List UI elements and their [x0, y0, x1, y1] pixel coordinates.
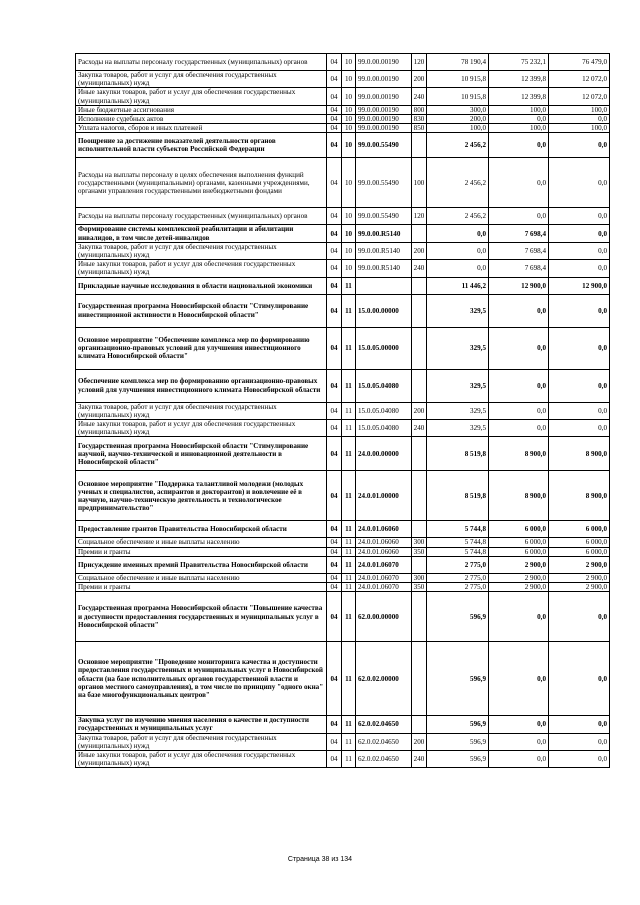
- row-amount-year2: 75 232,1: [489, 54, 549, 71]
- table-row: [76, 573, 610, 582]
- row-amount-year3: 0,0: [549, 133, 610, 158]
- row-amount-year1: 596,9: [427, 592, 489, 642]
- row-expense-type: [412, 521, 427, 538]
- table-row: [76, 242, 610, 259]
- row-amount-year3: 2 900,0: [549, 556, 610, 573]
- table-row: [76, 71, 610, 88]
- row-expense-type: [412, 556, 427, 573]
- table-row: [76, 420, 610, 437]
- row-target-code: 15.0.00.00000: [356, 294, 412, 327]
- row-target-code: 99.0.00.R5140: [356, 260, 412, 277]
- row-expense-type: 240: [412, 420, 427, 437]
- table-row: [76, 54, 610, 71]
- row-amount-year3: 0,0: [549, 208, 610, 225]
- row-name: Закупка товаров, работ и услуг для обеспечения государственных (муниципальных) нужд: [76, 402, 327, 419]
- row-name: Премии и гранты: [76, 547, 327, 556]
- row-amount-year2: 0,0: [489, 751, 549, 768]
- row-amount-year2: 0,0: [489, 208, 549, 225]
- table-row: [76, 437, 610, 471]
- row-amount-year1: 2 775,0: [427, 556, 489, 573]
- row-amount-year2: 100,0: [489, 124, 549, 133]
- row-amount-year3: 12 900,0: [549, 277, 610, 294]
- row-expense-type: 240: [412, 751, 427, 768]
- row-expense-type: [412, 294, 427, 327]
- row-expense-type: [412, 327, 427, 369]
- row-target-code: 62.0.02.04650: [356, 733, 412, 750]
- row-target-code: 24.0.01.06070: [356, 573, 412, 582]
- row-amount-year1: 329,5: [427, 402, 489, 419]
- row-amount-year3: 0,0: [549, 242, 610, 259]
- row-section: 04: [327, 751, 342, 768]
- row-expense-type: 850: [412, 124, 427, 133]
- row-subsection: 11: [342, 521, 356, 538]
- row-amount-year3: 0,0: [549, 420, 610, 437]
- row-section: 04: [327, 327, 342, 369]
- table-row: [76, 369, 610, 402]
- row-amount-year2: 0,0: [489, 642, 549, 716]
- row-name: Иные закупки товаров, работ и услуг для обеспечения государственных (муниципальных) нужд: [76, 88, 327, 105]
- row-amount-year3: 6 000,0: [549, 521, 610, 538]
- row-amount-year3: 6 000,0: [549, 538, 610, 547]
- row-amount-year2: 6 000,0: [489, 521, 549, 538]
- row-amount-year2: 0,0: [489, 294, 549, 327]
- row-section: 04: [327, 556, 342, 573]
- row-amount-year3: 8 900,0: [549, 471, 610, 521]
- row-target-code: 24.0.01.06060: [356, 538, 412, 547]
- row-amount-year1: 10 915,8: [427, 71, 489, 88]
- row-subsection: 10: [342, 115, 356, 124]
- table-row: [76, 547, 610, 556]
- row-expense-type: 200: [412, 402, 427, 419]
- row-amount-year2: 7 698,4: [489, 260, 549, 277]
- row-amount-year2: 12 399,8: [489, 88, 549, 105]
- row-amount-year3: 0,0: [549, 115, 610, 124]
- row-amount-year2: 0,0: [489, 716, 549, 733]
- row-section: 04: [327, 402, 342, 419]
- row-name: Премии и гранты: [76, 583, 327, 592]
- row-target-code: 99.0.00.00190: [356, 88, 412, 105]
- row-amount-year1: 5 744,8: [427, 521, 489, 538]
- row-target-code: 62.0.02.04650: [356, 751, 412, 768]
- row-amount-year2: 6 000,0: [489, 538, 549, 547]
- row-target-code: 99.0.00.55490: [356, 133, 412, 158]
- row-section: 04: [327, 642, 342, 716]
- row-amount-year1: 329,5: [427, 294, 489, 327]
- row-section: 04: [327, 547, 342, 556]
- row-expense-type: 200: [412, 242, 427, 259]
- row-name: Расходы на выплаты персоналу государственных (муниципальных) органов: [76, 208, 327, 225]
- row-subsection: 11: [342, 294, 356, 327]
- row-amount-year2: 8 900,0: [489, 437, 549, 471]
- row-amount-year1: 11 446,2: [427, 277, 489, 294]
- row-amount-year1: 100,0: [427, 124, 489, 133]
- row-section: 04: [327, 54, 342, 71]
- row-expense-type: 200: [412, 733, 427, 750]
- row-target-code: 62.0.00.00000: [356, 592, 412, 642]
- row-amount-year3: 0,0: [549, 402, 610, 419]
- table-row: [76, 327, 610, 369]
- row-name: Иные бюджетные ассигнования: [76, 105, 327, 114]
- row-amount-year1: 596,9: [427, 733, 489, 750]
- row-expense-type: [412, 592, 427, 642]
- row-name: Обеспечение комплекса мер по формированию организационно-правовых условий для улучшения инвестиционного климата Новосибирской области: [76, 369, 327, 402]
- row-target-code: 24.0.01.06060: [356, 547, 412, 556]
- row-name: Расходы на выплаты персоналу государственных (муниципальных) органов: [76, 54, 327, 71]
- row-subsection: 11: [342, 437, 356, 471]
- row-target-code: 24.0.00.00000: [356, 437, 412, 471]
- table-row: [76, 592, 610, 642]
- row-amount-year2: 12 900,0: [489, 277, 549, 294]
- row-subsection: 10: [342, 260, 356, 277]
- row-subsection: 11: [342, 642, 356, 716]
- row-amount-year2: 0,0: [489, 115, 549, 124]
- table-row: [76, 471, 610, 521]
- row-amount-year3: 12 072,0: [549, 71, 610, 88]
- row-target-code: 24.0.01.06070: [356, 556, 412, 573]
- row-amount-year2: 2 900,0: [489, 573, 549, 582]
- row-amount-year1: 2 456,2: [427, 208, 489, 225]
- row-target-code: 99.0.00.00190: [356, 71, 412, 88]
- row-target-code: 24.0.01.00000: [356, 471, 412, 521]
- table-row: [76, 538, 610, 547]
- row-amount-year2: 100,0: [489, 105, 549, 114]
- row-amount-year1: 2 456,2: [427, 158, 489, 208]
- row-subsection: 10: [342, 133, 356, 158]
- table-row: [76, 158, 610, 208]
- table-row: [76, 124, 610, 133]
- row-target-code: 15.0.05.00000: [356, 327, 412, 369]
- row-amount-year3: 0,0: [549, 294, 610, 327]
- row-target-code: 99.0.00.55490: [356, 158, 412, 208]
- row-name: Государственная программа Новосибирской области "Стимулирование научной, научно-технической и инновационной деятельности в Новосибирской области": [76, 437, 327, 471]
- row-amount-year2: 7 698,4: [489, 225, 549, 242]
- row-subsection: 11: [342, 751, 356, 768]
- table-row: [76, 260, 610, 277]
- row-section: 04: [327, 733, 342, 750]
- table-row: [76, 105, 610, 114]
- row-amount-year3: 0,0: [549, 592, 610, 642]
- row-amount-year1: 8 519,8: [427, 437, 489, 471]
- row-name: Поощрение за достижение показателей деятельности органов исполнительной власти субъектов Российской Федерации: [76, 133, 327, 158]
- row-amount-year3: 0,0: [549, 225, 610, 242]
- row-section: 04: [327, 260, 342, 277]
- row-section: 04: [327, 716, 342, 733]
- row-expense-type: 800: [412, 105, 427, 114]
- row-expense-type: 120: [412, 54, 427, 71]
- row-name: Предоставление грантов Правительства Новосибирской области: [76, 521, 327, 538]
- row-subsection: 11: [342, 538, 356, 547]
- row-amount-year2: 2 900,0: [489, 583, 549, 592]
- row-amount-year1: 329,5: [427, 420, 489, 437]
- row-target-code: 99.0.00.00190: [356, 54, 412, 71]
- budget-table: [75, 53, 610, 768]
- row-section: 04: [327, 88, 342, 105]
- row-amount-year3: 0,0: [549, 158, 610, 208]
- row-name: Закупка товаров, работ и услуг для обеспечения государственных (муниципальных) нужд: [76, 733, 327, 750]
- row-amount-year3: 12 072,0: [549, 88, 610, 105]
- table-row: [76, 88, 610, 105]
- row-section: 04: [327, 538, 342, 547]
- page-footer: Страница 38 из 134: [287, 856, 353, 863]
- row-amount-year1: 0,0: [427, 260, 489, 277]
- row-subsection: 11: [342, 556, 356, 573]
- row-target-code: 99.0.00.00190: [356, 124, 412, 133]
- row-subsection: 11: [342, 402, 356, 419]
- row-amount-year3: 100,0: [549, 124, 610, 133]
- row-target-code: 99.0.00.R5140: [356, 242, 412, 259]
- row-subsection: 11: [342, 592, 356, 642]
- row-target-code: 99.0.00.00190: [356, 105, 412, 114]
- table-row: [76, 133, 610, 158]
- row-section: 04: [327, 294, 342, 327]
- row-expense-type: [412, 277, 427, 294]
- row-section: 04: [327, 208, 342, 225]
- row-amount-year1: 300,0: [427, 105, 489, 114]
- row-subsection: 11: [342, 327, 356, 369]
- row-amount-year1: 596,9: [427, 716, 489, 733]
- row-section: 04: [327, 437, 342, 471]
- table-row: [76, 733, 610, 750]
- table-row: [76, 225, 610, 242]
- row-subsection: 10: [342, 71, 356, 88]
- row-amount-year3: 2 900,0: [549, 583, 610, 592]
- row-target-code: 62.0.02.00000: [356, 642, 412, 716]
- row-section: 04: [327, 521, 342, 538]
- row-amount-year1: 2 775,0: [427, 583, 489, 592]
- row-name: Расходы на выплаты персоналу в целях обеспечения выполнения функций государственными (муниципальными) органами, казенными учреждениями, органами управления государственными внебюджетными фондами: [76, 158, 327, 208]
- row-amount-year2: 0,0: [489, 402, 549, 419]
- row-amount-year3: 2 900,0: [549, 573, 610, 582]
- row-amount-year3: 0,0: [549, 260, 610, 277]
- row-target-code: 62.0.02.04650: [356, 716, 412, 733]
- row-section: 04: [327, 105, 342, 114]
- row-amount-year3: 0,0: [549, 642, 610, 716]
- row-section: 04: [327, 471, 342, 521]
- row-subsection: 10: [342, 208, 356, 225]
- row-amount-year1: 596,9: [427, 751, 489, 768]
- row-amount-year3: 0,0: [549, 369, 610, 402]
- table-row: [76, 208, 610, 225]
- row-amount-year3: 0,0: [549, 716, 610, 733]
- row-section: 04: [327, 158, 342, 208]
- row-amount-year2: 7 698,4: [489, 242, 549, 259]
- row-amount-year1: 10 915,8: [427, 88, 489, 105]
- row-amount-year3: 6 000,0: [549, 547, 610, 556]
- row-amount-year2: 0,0: [489, 420, 549, 437]
- row-target-code: 15.0.05.04080: [356, 369, 412, 402]
- row-amount-year3: 100,0: [549, 105, 610, 114]
- row-amount-year2: 6 000,0: [489, 547, 549, 556]
- row-subsection: 10: [342, 88, 356, 105]
- row-name: Закупка товаров, работ и услуг для обеспечения государственных (муниципальных) нужд: [76, 242, 327, 259]
- row-amount-year1: 596,9: [427, 642, 489, 716]
- table-row: [76, 402, 610, 419]
- row-name: Исполнение судебных актов: [76, 115, 327, 124]
- row-target-code: 15.0.05.04080: [356, 402, 412, 419]
- row-subsection: 11: [342, 583, 356, 592]
- row-amount-year1: 2 775,0: [427, 573, 489, 582]
- row-subsection: 11: [342, 573, 356, 582]
- row-subsection: 10: [342, 158, 356, 208]
- row-section: 04: [327, 369, 342, 402]
- row-expense-type: [412, 716, 427, 733]
- row-expense-type: 100: [412, 158, 427, 208]
- row-name: Основное мероприятие "Обеспечение комплекса мер по формированию организационно-правовых условий для улучшения инвестиционного климата Новосибирской области": [76, 327, 327, 369]
- row-expense-type: 120: [412, 208, 427, 225]
- table-row: [76, 521, 610, 538]
- row-target-code: 99.0.00.55490: [356, 208, 412, 225]
- row-target-code: 15.0.05.04080: [356, 420, 412, 437]
- row-section: 04: [327, 71, 342, 88]
- row-subsection: 10: [342, 105, 356, 114]
- table-row: [76, 277, 610, 294]
- row-amount-year1: 329,5: [427, 369, 489, 402]
- table-row: [76, 556, 610, 573]
- row-subsection: 11: [342, 716, 356, 733]
- row-amount-year1: 5 744,8: [427, 547, 489, 556]
- row-section: 04: [327, 573, 342, 582]
- row-subsection: 10: [342, 242, 356, 259]
- row-target-code: 24.0.01.06060: [356, 521, 412, 538]
- row-amount-year1: 0,0: [427, 225, 489, 242]
- row-subsection: 10: [342, 54, 356, 71]
- row-subsection: 11: [342, 733, 356, 750]
- row-amount-year3: 76 479,0: [549, 54, 610, 71]
- row-expense-type: [412, 642, 427, 716]
- row-amount-year3: 8 900,0: [549, 437, 610, 471]
- row-section: 04: [327, 124, 342, 133]
- row-amount-year1: 0,0: [427, 242, 489, 259]
- row-expense-type: [412, 133, 427, 158]
- row-subsection: 10: [342, 225, 356, 242]
- table-row: [76, 716, 610, 733]
- row-amount-year1: 8 519,8: [427, 471, 489, 521]
- row-name: Закупка товаров, работ и услуг для обеспечения государственных (муниципальных) нужд: [76, 71, 327, 88]
- row-expense-type: [412, 437, 427, 471]
- row-target-code: 99.0.00.00190: [356, 115, 412, 124]
- row-expense-type: 350: [412, 583, 427, 592]
- row-target-code: [356, 277, 412, 294]
- row-subsection: 11: [342, 471, 356, 521]
- row-amount-year1: 329,5: [427, 327, 489, 369]
- row-section: 04: [327, 277, 342, 294]
- row-expense-type: 830: [412, 115, 427, 124]
- row-amount-year2: 0,0: [489, 133, 549, 158]
- row-subsection: 11: [342, 420, 356, 437]
- row-name: Закупка услуг по изучению мнения населения о качестве и доступности государственных и муниципальных услуг: [76, 716, 327, 733]
- row-name: Государственная программа Новосибирской области "Стимулирование инвестиционной активности в Новосибирской области": [76, 294, 327, 327]
- row-name: Присуждение именных премий Правительства Новосибирской области: [76, 556, 327, 573]
- row-target-code: 99.0.00.R5140: [356, 225, 412, 242]
- row-subsection: 11: [342, 369, 356, 402]
- row-expense-type: 240: [412, 88, 427, 105]
- row-target-code: 24.0.01.06070: [356, 583, 412, 592]
- table-row: [76, 642, 610, 716]
- row-name: Прикладные научные исследования в области национальной экономики: [76, 277, 327, 294]
- row-name: Иные закупки товаров, работ и услуг для обеспечения государственных (муниципальных) нужд: [76, 260, 327, 277]
- row-section: 04: [327, 420, 342, 437]
- row-amount-year2: 0,0: [489, 733, 549, 750]
- row-amount-year2: 2 900,0: [489, 556, 549, 573]
- table-row: [76, 583, 610, 592]
- row-amount-year3: 0,0: [549, 733, 610, 750]
- table-row: [76, 294, 610, 327]
- row-amount-year1: 2 456,2: [427, 133, 489, 158]
- row-amount-year3: 0,0: [549, 327, 610, 369]
- row-section: 04: [327, 115, 342, 124]
- row-amount-year1: 200,0: [427, 115, 489, 124]
- row-name: Уплата налогов, сборов и иных платежей: [76, 124, 327, 133]
- row-name: Социальное обеспечение и иные выплаты населению: [76, 538, 327, 547]
- row-section: 04: [327, 133, 342, 158]
- row-expense-type: 200: [412, 71, 427, 88]
- row-name: Государственная программа Новосибирской области "Повышение качества и доступности предоставления государственных и муниципальных услуг в Новосибирской области": [76, 592, 327, 642]
- row-name: Иные закупки товаров, работ и услуг для обеспечения государственных (муниципальных) нужд: [76, 420, 327, 437]
- row-amount-year2: 12 399,8: [489, 71, 549, 88]
- row-expense-type: 350: [412, 547, 427, 556]
- row-section: 04: [327, 592, 342, 642]
- row-name: Иные закупки товаров, работ и услуг для обеспечения государственных (муниципальных) нужд: [76, 751, 327, 768]
- row-expense-type: 300: [412, 538, 427, 547]
- row-subsection: 11: [342, 547, 356, 556]
- row-amount-year2: 0,0: [489, 327, 549, 369]
- row-amount-year2: 8 900,0: [489, 471, 549, 521]
- row-amount-year2: 0,0: [489, 592, 549, 642]
- row-name: Основное мероприятие "Проведение мониторинга качества и доступности предоставления государственных и муниципальных услуг в Новосибирской области (на базе исполнительных органов государственной власти и органов местного самоуправления), в том числе по принципу "одного окна" на базе многофункциональных центров": [76, 642, 327, 716]
- row-section: 04: [327, 225, 342, 242]
- row-section: 04: [327, 242, 342, 259]
- row-expense-type: [412, 369, 427, 402]
- row-subsection: 10: [342, 124, 356, 133]
- row-expense-type: 240: [412, 260, 427, 277]
- row-name: Формирование системы комплексной реабилитации и абилитации инвалидов, в том числе детей-инвалидов: [76, 225, 327, 242]
- row-amount-year3: 0,0: [549, 751, 610, 768]
- table-row: [76, 115, 610, 124]
- row-amount-year2: 0,0: [489, 369, 549, 402]
- row-amount-year1: 5 744,8: [427, 538, 489, 547]
- row-name: Социальное обеспечение и иные выплаты населению: [76, 573, 327, 582]
- row-expense-type: [412, 225, 427, 242]
- row-expense-type: [412, 471, 427, 521]
- table-row: [76, 751, 610, 768]
- row-expense-type: 300: [412, 573, 427, 582]
- row-name: Основное мероприятие "Поддержка талантливой молодежи (молодых ученых и специалистов, аспирантов и докторантов) и вовлечение её в научную, научно-техническую деятельность и технологическое предпринимательство": [76, 471, 327, 521]
- row-amount-year2: 0,0: [489, 158, 549, 208]
- row-section: 04: [327, 583, 342, 592]
- row-subsection: 11: [342, 277, 356, 294]
- row-amount-year1: 78 190,4: [427, 54, 489, 71]
